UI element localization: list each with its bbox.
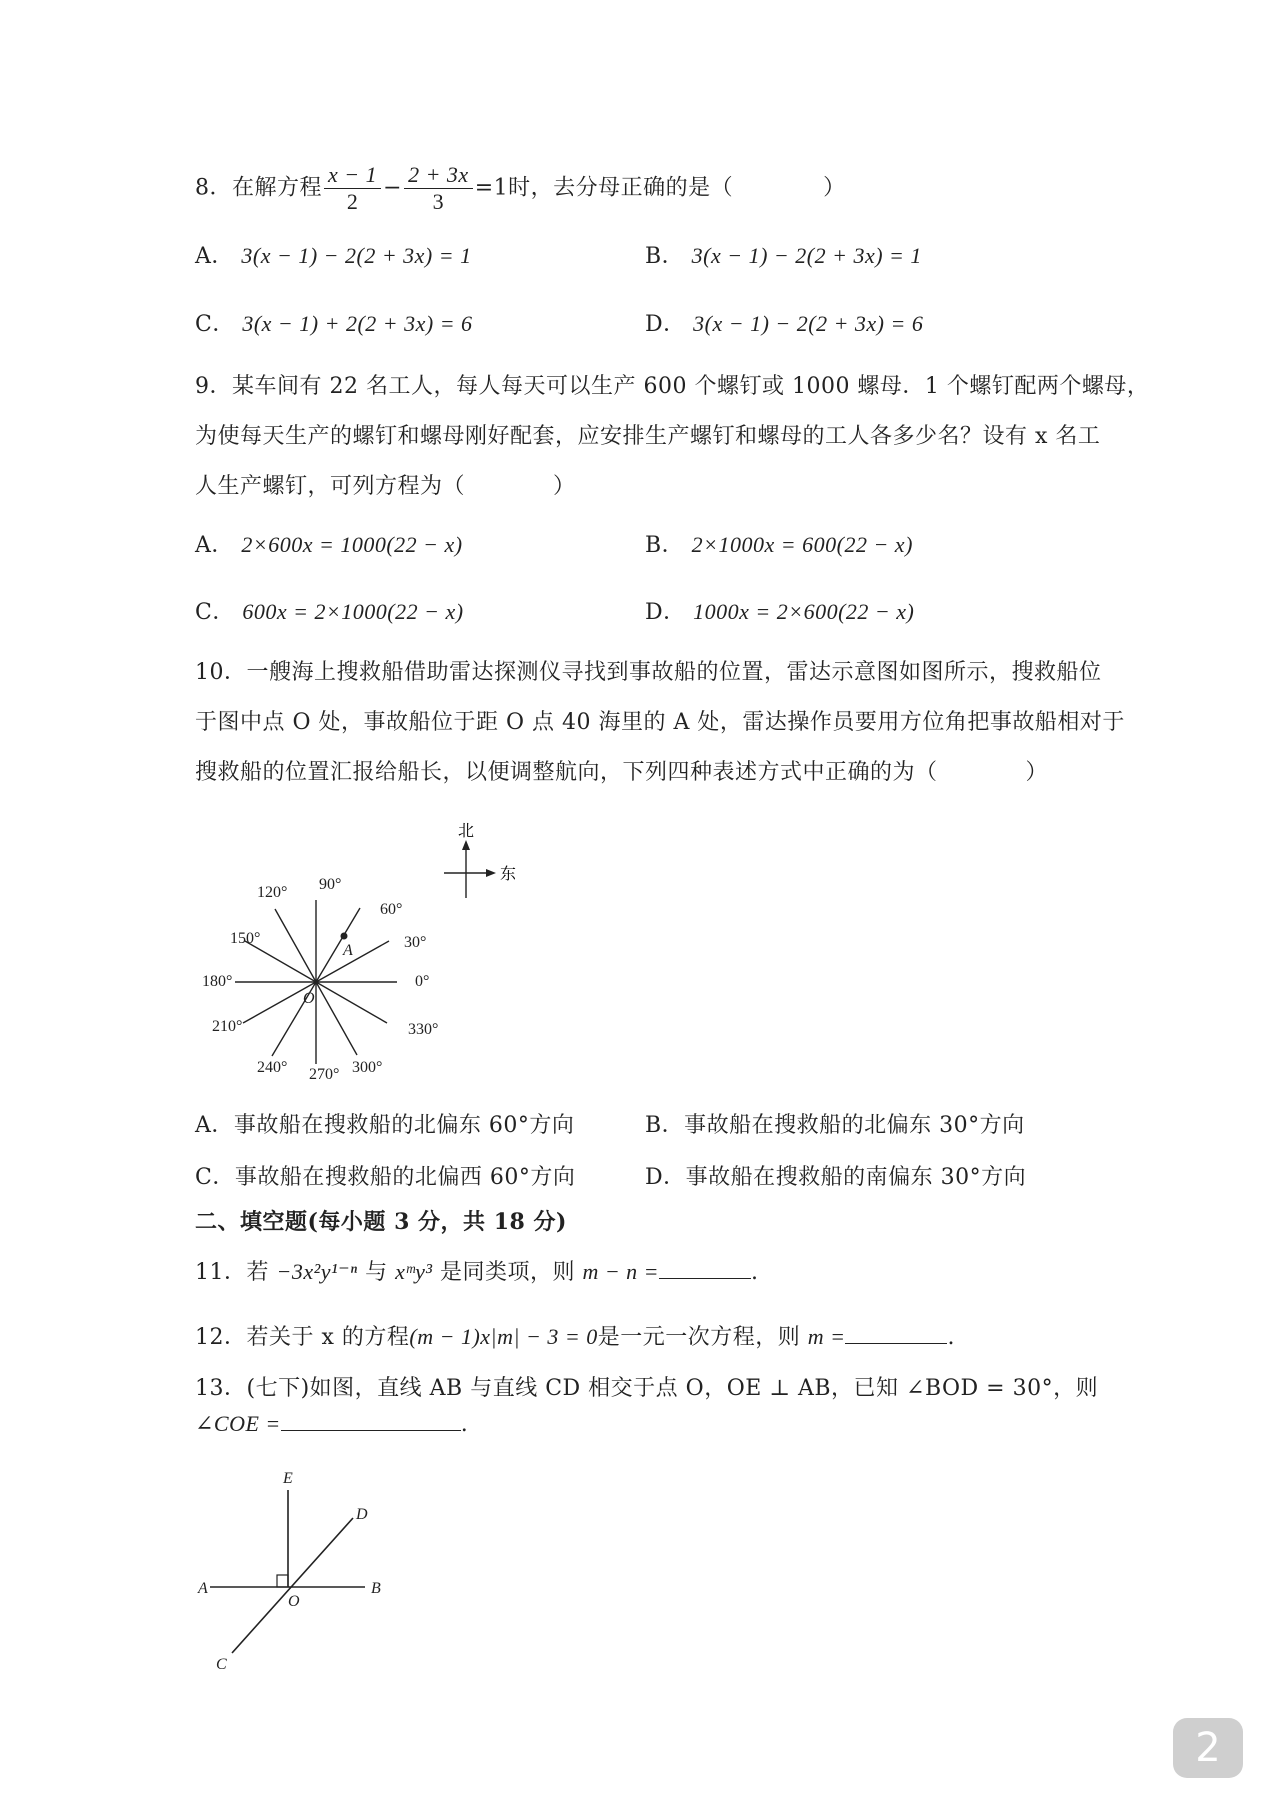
angle-label-240: 240° <box>257 1059 288 1076</box>
line-cd <box>232 1518 353 1653</box>
q11-answer-blank[interactable] <box>659 1258 751 1279</box>
q10-option-d[interactable]: D．事故船在搜救船的南偏东 30°方向 <box>645 1165 1027 1190</box>
angle-label-210: 210° <box>212 1018 243 1035</box>
page-number-badge: 2 <box>1173 1718 1243 1778</box>
angle-label-150: 150° <box>230 930 261 947</box>
q9-option-b[interactable]: B． 2×1000x = 600(22 − x) <box>645 532 913 558</box>
angle-label-30: 30° <box>404 934 427 951</box>
q9-line-1: 9．某车间有 22 名工人，每人每天可以生产 600 个螺钉或 1000 螺母．1 个螺钉配两个螺母， <box>195 374 1150 399</box>
right-angle-marker <box>277 1575 288 1587</box>
q10-option-b[interactable]: B．事故船在搜救船的北偏东 30°方向 <box>645 1113 1025 1138</box>
angle-label-60: 60° <box>380 901 403 918</box>
q9-option-c[interactable]: C． 600x = 2×1000(22 − x) <box>195 599 464 625</box>
point-label-d: D <box>356 1506 368 1523</box>
q8-option-d[interactable]: D． 3(x − 1) − 2(2 + 3x) = 6 <box>645 311 924 337</box>
q10-line-3: 搜救船的位置汇报给船长，以便调整航向，下列四种表述方式中正确的为（ ） <box>195 760 1049 785</box>
q9-option-a[interactable]: A． 2×600x = 1000(22 − x) <box>195 532 463 558</box>
q11-stem: 11．若 −3x²y¹⁻ⁿ 与 xᵐy³ 是同类项，则 m − n = . <box>195 1259 759 1285</box>
q10-option-a[interactable]: A．事故船在搜救船的北偏东 60°方向 <box>195 1113 575 1138</box>
q8-fraction-2: $\frac{2 + 3x}{3}$ <box>404 162 473 215</box>
compass-north-label: 北 <box>458 823 475 840</box>
q10-line-2: 于图中点 O 处，事故船位于距 O 点 40 海里的 A 处，雷达操作员要用方位角把事故船相对于 <box>195 710 1125 735</box>
q9-option-d[interactable]: D． 1000x = 2×600(22 − x) <box>645 599 915 625</box>
q12-answer-blank[interactable] <box>845 1323 947 1344</box>
q9-line-2: 为使每天生产的螺钉和螺母刚好配套，应安排生产螺钉和螺母的工人各多少名？设有 x 名工 <box>195 424 1101 449</box>
section-2-title: 二、填空题(每小题 3 分，共 18 分) <box>195 1209 567 1235</box>
q8-fraction-1: $\frac{x - 1}{2}$ <box>324 162 381 215</box>
q10-option-c[interactable]: C．事故船在搜救船的北偏西 60°方向 <box>195 1165 576 1190</box>
east-arrow-icon <box>486 869 496 877</box>
point-a-marker <box>341 933 348 940</box>
angle-label-90: 90° <box>319 876 342 893</box>
q9-line-3: 人生产螺钉，可列方程为（ ） <box>195 474 576 499</box>
q12-stem: 12．若关于 x 的方程(m − 1)x|m| − 3 = 0是一元一次方程，则 m = . <box>195 1324 955 1350</box>
q8-option-b[interactable]: B． 3(x − 1) − 2(2 + 3x) = 1 <box>645 243 922 269</box>
point-label-a: A <box>343 942 353 959</box>
north-arrow-icon <box>462 840 470 850</box>
q13-figure <box>190 1455 410 1675</box>
point-label-o: O <box>288 1593 300 1610</box>
angle-label-120: 120° <box>257 884 288 901</box>
angle-label-0: 0° <box>415 973 430 990</box>
q8-option-c[interactable]: C． 3(x − 1) + 2(2 + 3x) = 6 <box>195 311 473 337</box>
point-label-a: A <box>198 1580 208 1597</box>
point-label-e: E <box>283 1470 293 1487</box>
q13-line-2: ∠COE = . <box>195 1411 469 1437</box>
compass-diagram <box>430 820 520 900</box>
q13-line-1: 13．(七下)如图，直线 AB 与直线 CD 相交于点 O，OE ⊥ AB，已知 ∠BOD = 30°，则 <box>195 1376 1099 1401</box>
q8-option-a[interactable]: A． 3(x − 1) − 2(2 + 3x) = 1 <box>195 243 472 269</box>
angle-label-330: 330° <box>408 1021 439 1038</box>
q10-line-1: 10．一艘海上搜救船借助雷达探测仪寻找到事故船的位置，雷达示意图如图所示，搜救船位 <box>195 660 1102 685</box>
q13-answer-blank[interactable] <box>281 1410 461 1431</box>
point-label-c: C <box>216 1656 227 1673</box>
point-label-b: B <box>371 1580 381 1597</box>
compass-east-label: 东 <box>500 866 517 883</box>
angle-label-180: 180° <box>202 973 233 990</box>
center-label-o: O <box>303 990 315 1007</box>
angle-label-300: 300° <box>352 1059 383 1076</box>
q8-stem: 8．在解方程 $\frac{x - 1}{2}$ − $\frac{2 + 3x}{3}$ =1时，去分母正确的是（ ） <box>195 162 846 214</box>
angle-label-270: 270° <box>309 1066 340 1083</box>
